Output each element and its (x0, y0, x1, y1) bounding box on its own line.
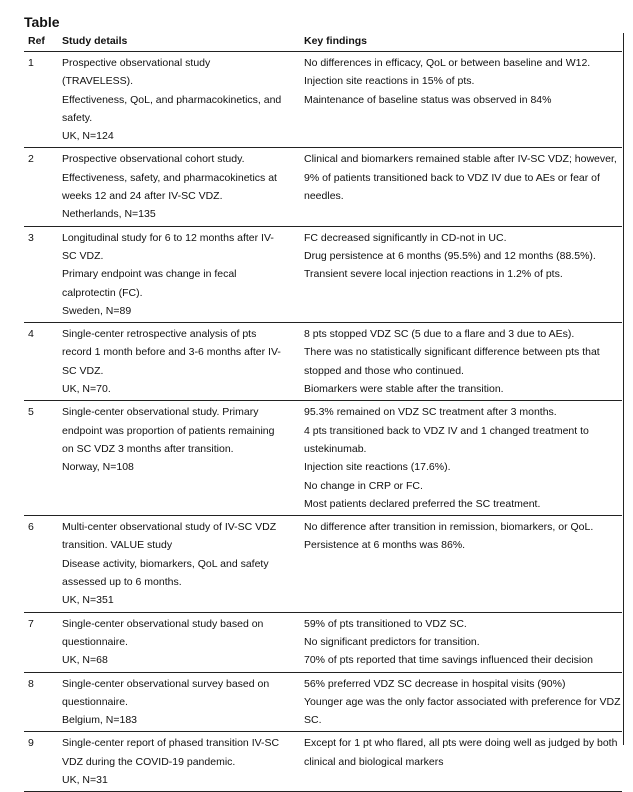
key-findings-cell (304, 612, 622, 672)
key-findings-line: 9% of patients transitioned back to VDZ IV due to AEs or fear of (304, 171, 600, 184)
key-findings-line: 8 pts stopped VDZ SC (5 due to a flare and 3 due to AEs). (304, 328, 575, 341)
study-details-line: safety. (62, 111, 93, 124)
study-details-line: calprotectin (FC). (62, 286, 143, 299)
study-details-line: Multi-center observational study of IV-SC VDZ (62, 521, 277, 534)
study-details-line: Belgium, N=183 (62, 714, 138, 727)
key-findings-line: Maintenance of baseline status was observed in 84% (304, 93, 552, 106)
study-details-cell (62, 401, 304, 516)
study-details-line: VDZ during the COVID-19 pandemic. (62, 755, 236, 768)
study-details-line: Single-center observational study based on (62, 617, 264, 630)
key-findings-cell (304, 672, 622, 732)
table-row (24, 516, 622, 612)
study-details-line: Single-center observational survey based on (62, 677, 270, 690)
key-findings-line: Injection site reactions (17.6%). (304, 461, 451, 474)
ref-number: 1 (28, 57, 34, 69)
study-details-line: SC VDZ. (62, 249, 104, 262)
study-details-line: UK, N=124 (62, 130, 114, 143)
study-details-cell (62, 516, 304, 612)
key-findings-cell (304, 52, 622, 148)
key-findings-cell (304, 226, 622, 322)
ref-cell (24, 52, 62, 148)
study-details-cell (62, 612, 304, 672)
study-details-line: Primary endpoint was change in fecal (62, 268, 237, 281)
ref-number: 5 (28, 406, 34, 419)
study-details-line: on SC VDZ 3 months after transition. (62, 442, 234, 455)
study-details-line: (TRAVELESS). (62, 75, 133, 88)
key-findings-cell (304, 732, 622, 792)
table-row (24, 612, 622, 672)
key-findings-line: There was no statistically significant difference between pts that (304, 346, 600, 359)
key-findings-line: 70% of pts reported that time savings influenced their decision (304, 654, 593, 667)
key-findings-line: Injection site reactions in 15% of pts. (304, 75, 475, 88)
study-details-cell (62, 732, 304, 792)
study-details-line: Netherlands, N=135 (62, 208, 156, 221)
header-key-findings: Key findings (304, 34, 622, 52)
header-study-details: Study details (62, 34, 304, 52)
study-details-cell (62, 148, 304, 226)
key-findings-line: 59% of pts transitioned to VDZ SC. (304, 617, 467, 630)
key-findings-cell (304, 516, 622, 612)
ref-number: 6 (28, 521, 34, 534)
studies-table (24, 34, 622, 792)
study-details-cell (62, 323, 304, 401)
study-details-line: SC VDZ. (62, 364, 104, 377)
study-details-cell (62, 52, 304, 148)
ref-cell (24, 323, 62, 401)
key-findings-line: FC decreased significantly in CD-not in UC. (304, 231, 507, 244)
study-details-line: UK, N=31 (62, 773, 108, 786)
key-findings-line: Transient severe local injection reactions in 1.2% of pts. (304, 268, 563, 281)
key-findings-line: clinical and biological markers (304, 755, 444, 768)
study-details-line: endpoint was proportion of patients remaining (62, 424, 275, 437)
table-row (24, 323, 622, 401)
key-findings-line: Drug persistence at 6 months (95.5%) and 12 months (88.5%). (304, 249, 596, 262)
study-details-line: Prospective observational cohort study. (62, 153, 245, 166)
key-findings-line: Younger age was the only factor associated with preference for VDZ (304, 695, 621, 708)
study-details-line: weeks 12 and 24 after IV-SC VDZ. (62, 190, 223, 203)
study-details-line: UK, N=68 (62, 654, 108, 667)
key-findings-line: No significant predictors for transition. (304, 635, 480, 648)
study-details-line: Single-center report of phased transition IV-SC (62, 737, 280, 750)
study-details-line: assessed up to 6 months. (62, 576, 182, 589)
study-details-line: Norway, N=108 (62, 461, 134, 474)
key-findings-cell (304, 323, 622, 401)
key-findings-line: No change in CRP or FC. (304, 479, 423, 492)
study-details-line: Effectiveness, safety, and pharmacokinetics at (62, 171, 277, 184)
ref-number: 4 (28, 328, 34, 341)
study-details-line: questionnaire. (62, 635, 128, 648)
ref-number: 7 (28, 617, 34, 630)
key-findings-line: stopped and those who continued. (304, 364, 464, 377)
study-details-cell (62, 672, 304, 732)
study-details-line: UK, N=351 (62, 594, 114, 607)
header-ref: Ref (24, 34, 62, 52)
table-row (24, 401, 622, 516)
table-row (24, 226, 622, 322)
table-header-row (24, 34, 622, 52)
key-findings-line: No differences in efficacy, QoL or between baseline and W12. (304, 57, 591, 69)
study-details-line: Single-center observational study. Primary (62, 406, 259, 419)
key-findings-cell (304, 148, 622, 226)
study-details-line: Longitudinal study for 6 to 12 months after IV- (62, 231, 274, 244)
key-findings-line: Persistence at 6 months was 86%. (304, 539, 466, 552)
study-details-line: Single-center retrospective analysis of pts (62, 328, 257, 341)
table-title: Table (24, 14, 60, 30)
table-row (24, 672, 622, 732)
table-row (24, 148, 622, 226)
key-findings-line: needles. (304, 190, 344, 203)
ref-cell (24, 226, 62, 322)
key-findings-line: 4 pts transitioned back to VDZ IV and 1 changed treatment to (304, 424, 589, 437)
study-details-line: questionnaire. (62, 695, 128, 708)
key-findings-line: Biomarkers were stable after the transition. (304, 383, 504, 396)
key-findings-line: Clinical and biomarkers remained stable after IV-SC VDZ; however, (304, 153, 617, 166)
key-findings-cell (304, 401, 622, 516)
study-details-line: Disease activity, biomarkers, QoL and safety (62, 557, 269, 570)
ref-number: 3 (28, 231, 34, 244)
key-findings-line: 56% preferred VDZ SC decrease in hospital visits (90%) (304, 677, 566, 690)
study-details-line: UK, N=70. (62, 383, 111, 396)
ref-number: 2 (28, 153, 34, 166)
ref-number: 8 (28, 677, 34, 690)
key-findings-line: No difference after transition in remission, biomarkers, or QoL. (304, 521, 594, 534)
key-findings-line: SC. (304, 714, 322, 727)
key-findings-line: 95.3% remained on VDZ SC treatment after 3 months. (304, 406, 557, 419)
ref-number: 9 (28, 737, 34, 750)
table-row (24, 52, 622, 148)
key-findings-line: ustekinumab. (304, 442, 367, 455)
study-details-line: Prospective observational study (62, 57, 211, 69)
table-body (24, 52, 622, 792)
study-details-line: record 1 month before and 3-6 months after IV- (62, 346, 281, 359)
ref-cell (24, 672, 62, 732)
study-details-line: Effectiveness, QoL, and pharmacokinetics, and (62, 93, 282, 106)
table-row (24, 732, 622, 792)
study-details-cell (62, 226, 304, 322)
study-details-line: Sweden, N=89 (62, 304, 132, 317)
ref-cell (24, 401, 62, 516)
key-findings-line: Except for 1 pt who flared, all pts were doing well as judged by both (304, 737, 618, 750)
ref-cell (24, 612, 62, 672)
ref-cell (24, 148, 62, 226)
study-details-line: transition. VALUE study (62, 539, 173, 552)
ref-cell (24, 516, 62, 612)
ref-cell (24, 732, 62, 792)
key-findings-line: Most patients declared preferred the SC treatment. (304, 497, 541, 510)
